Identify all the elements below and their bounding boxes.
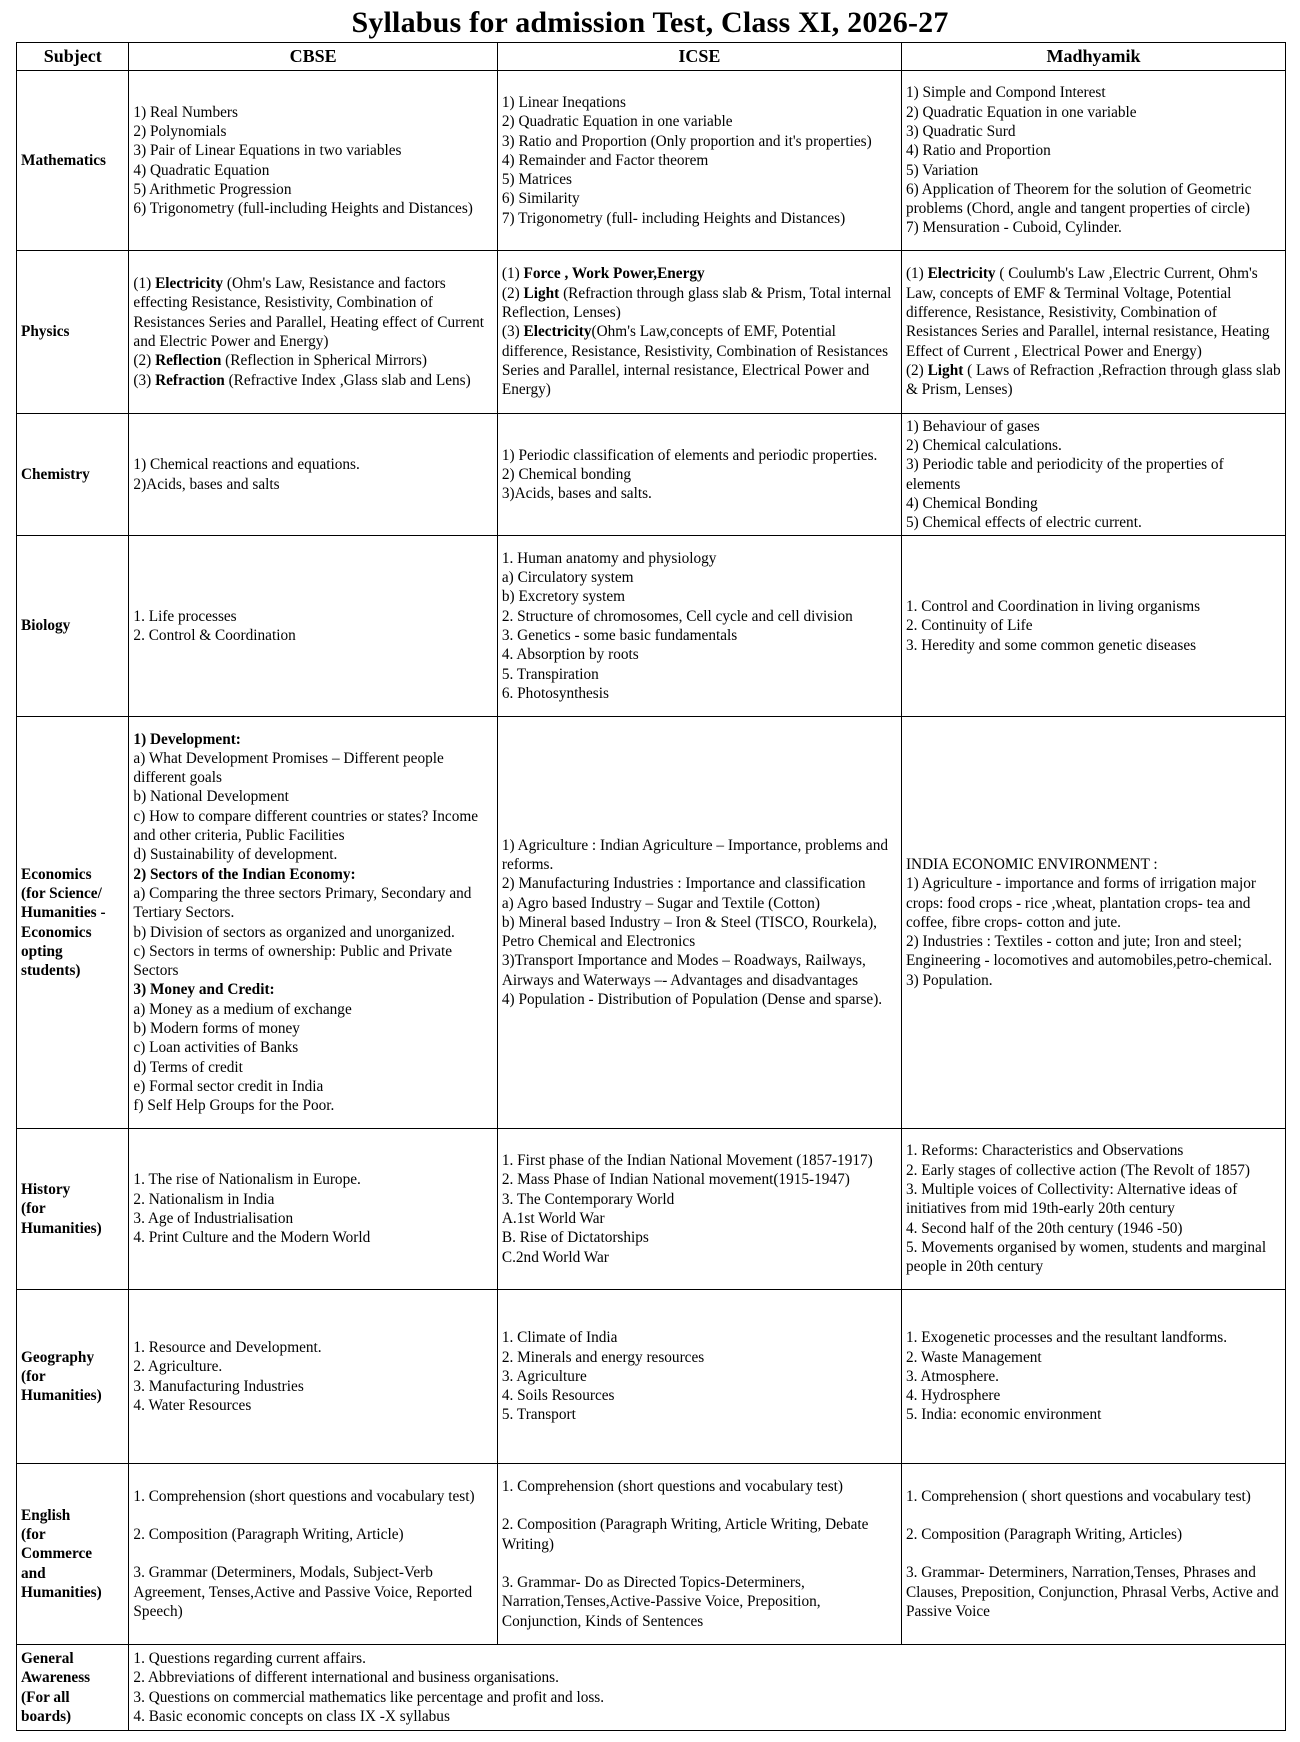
syllabus-item: 3. The Contemporary World	[501, 1190, 675, 1208]
subject-name-line: (for	[21, 1200, 46, 1218]
syllabus-item: 4. Basic economic concepts on class IX -X syllabus	[133, 1707, 450, 1725]
subject-cell	[17, 1464, 129, 1645]
subject-name-line: (for Science/	[21, 884, 102, 902]
topic-details: (Ohm's Law, Resistance and factors effecting Resistance, Resistivity, Combination of Resistances Series and Parallel, Heating effect of Current and Electric Power and Energy)	[133, 275, 484, 350]
syllabus-item: 3. Grammar- Determiners, Narration,Tenses, Phrases and Clauses, Preposition, Conjunction, Phrasal Verbs, Active and Passive Voice	[905, 1564, 1279, 1620]
item-number: (1)	[133, 275, 156, 293]
syllabus-item: 5) Matrices	[501, 171, 572, 189]
syllabus-item: a) Money as a medium of exchange	[133, 1000, 352, 1018]
row-general-awareness	[17, 1645, 1286, 1731]
subject-name-line: Economics	[21, 865, 92, 883]
syllabus-item: 1) Behaviour of gases	[905, 417, 1040, 435]
syllabus-item: 6) Application of Theorem for the solution of Geometric problems (Chord, angle and tangent properties of circle)	[905, 180, 1252, 218]
syllabus-item	[502, 284, 897, 323]
syllabus-item: 4. Absorption by roots	[501, 646, 639, 664]
syllabus-table	[16, 42, 1286, 1731]
syllabus-item: 1. Control and Coordination in living organisms	[905, 598, 1201, 616]
syllabus-item: 3) Ratio and Proportion (Only proportion and it's properties)	[501, 132, 872, 150]
syllabus-section-heading	[133, 980, 492, 999]
madhyamik-cell	[901, 717, 1285, 1129]
topic-details: ( Coulumb's Law ,Electric Current, Ohm's Law, concepts of EMF & Terminal Voltage, Potential difference, Resistance, Resistivity, Combination of Resistances Series and Parallel, internal resistance, Heating Effect of Current , Electrical Power and Energy)	[905, 265, 1270, 360]
syllabus-item: 3) Quadratic Surd	[905, 122, 1016, 140]
syllabus-item: 2) Quadratic Equation in one variable	[905, 103, 1137, 121]
syllabus-item: 1) Linear Ineqations	[501, 93, 626, 111]
syllabus-item: 2) Chemical calculations.	[905, 436, 1062, 454]
cbse-cell	[129, 414, 497, 536]
topic-heading: Force , Work Power,Energy	[523, 265, 705, 283]
syllabus-item: 2. Structure of chromosomes, Cell cycle and cell division	[501, 607, 853, 625]
syllabus-item: 3. Genetics - some basic fundamentals	[501, 627, 738, 644]
subject-name-line: (For all	[21, 1688, 70, 1706]
icse-cell	[497, 414, 901, 536]
syllabus-item: 4. Second half of the 20th century (1946 -50)	[905, 1219, 1183, 1237]
syllabus-item: 1. Reforms: Characteristics and Observations	[905, 1142, 1184, 1160]
subject-cell	[17, 414, 129, 536]
row-chemistry	[17, 414, 1286, 536]
subject-name-line: opting	[21, 942, 63, 960]
syllabus-item: 1) Periodic classification of elements and periodic properties.	[501, 446, 878, 464]
syllabus-item: 5) Arithmetic Progression	[133, 180, 292, 198]
madhyamik-cell	[901, 251, 1285, 414]
syllabus-item	[906, 264, 1281, 360]
topic-heading: Electricity	[927, 265, 996, 283]
row-history	[17, 1129, 1286, 1290]
subject-name-line: Humanities -	[21, 904, 106, 922]
syllabus-item: 2) Quadratic Equation in one variable	[501, 113, 733, 131]
syllabus-item: c) Loan activities of Banks	[133, 1039, 299, 1057]
row-english	[17, 1464, 1286, 1645]
syllabus-item	[906, 361, 1281, 400]
syllabus-item: 6. Photosynthesis	[501, 684, 609, 702]
subject-cell	[17, 1129, 129, 1290]
madhyamik-cell	[901, 536, 1285, 717]
syllabus-item	[502, 264, 897, 283]
subject-name-line: History	[21, 1181, 71, 1199]
subject-name-line: Awareness	[21, 1669, 91, 1687]
subject-name-line: Humanities)	[21, 1387, 102, 1405]
row-economics	[17, 717, 1286, 1129]
syllabus-item: 2. Composition (Paragraph Writing, Articles)	[905, 1526, 1183, 1544]
syllabus-item	[133, 274, 492, 351]
syllabus-item: 3. Questions on commercial mathematics like percentage and profit and loss.	[133, 1688, 605, 1706]
cbse-cell	[129, 1290, 497, 1464]
syllabus-item: 2)Acids, bases and salts	[133, 475, 280, 493]
section-heading-text: 1) Development:	[133, 730, 241, 748]
cbse-cell	[129, 717, 497, 1129]
topic-heading: Light	[523, 284, 560, 302]
syllabus-item: 2. Waste Management	[905, 1348, 1042, 1366]
syllabus-item: 3. Atmosphere.	[905, 1367, 999, 1385]
subject-name-line: Humanities)	[21, 1583, 102, 1601]
syllabus-item: 1. Exogenetic processes and the resultant landforms.	[905, 1329, 1228, 1347]
header-subject: Subject	[17, 43, 129, 71]
syllabus-item: 3)Transport Importance and Modes – Roadways, Railways, Airways and Waterways –- Advantages and disadvantages	[501, 952, 866, 989]
syllabus-item: 1. Questions regarding current affairs.	[133, 1649, 366, 1667]
syllabus-item: 3. Manufacturing Industries	[133, 1377, 304, 1395]
syllabus-item: d) Sustainability of development.	[133, 846, 338, 864]
subject-name-line: (for	[21, 1367, 46, 1385]
syllabus-item: 2) Polynomials	[133, 122, 227, 140]
syllabus-item: b) Division of sectors as organized and unorganized.	[133, 923, 455, 941]
subject-cell	[17, 1645, 129, 1731]
item-number: (2)	[133, 352, 156, 370]
syllabus-item: a) Comparing the three sectors Primary, Secondary and Tertiary Sectors.	[133, 884, 472, 922]
syllabus-item: 2. Composition (Paragraph Writing, Article)	[133, 1526, 404, 1544]
syllabus-item: 1. Comprehension (short questions and vocabulary test)	[501, 1478, 844, 1496]
subject-name-line: and	[21, 1564, 46, 1582]
syllabus-item: 4) Remainder and Factor theorem	[501, 151, 709, 169]
topic-heading: Electricity	[523, 323, 592, 341]
subject-name-line: English	[21, 1506, 71, 1524]
syllabus-item: 3. Grammar- Do as Directed Topics-Determiners, Narration,Tenses,Active-Passive Voice, Preposition, Conjunction, Kinds of Sentences	[501, 1574, 821, 1630]
syllabus-item: 1. Comprehension (short questions and vocabulary test)	[133, 1487, 475, 1505]
syllabus-item: 3) Pair of Linear Equations in two variables	[133, 142, 402, 160]
syllabus-item: 3. Age of Industrialisation	[133, 1210, 294, 1227]
syllabus-item: 1) Agriculture : Indian Agriculture – Importance, problems and reforms.	[501, 836, 889, 873]
madhyamik-cell	[901, 71, 1285, 251]
syllabus-item: 3. Agriculture	[501, 1367, 587, 1385]
syllabus-item: d) Terms of credit	[133, 1058, 243, 1076]
syllabus-item: 1. The rise of Nationalism in Europe.	[133, 1171, 361, 1189]
syllabus-item: 3. Heredity and some common genetic diseases	[905, 636, 1197, 654]
syllabus-item: 1) Agriculture - importance and forms of irrigation major crops: food crops - rice ,wheat, plantation crops- tea and coffee, fibre crops- cotton and jute.	[905, 875, 1256, 931]
syllabus-item: 1. Human anatomy and physiology	[501, 549, 717, 567]
syllabus-item: 1) Real Numbers	[133, 103, 238, 121]
topic-details: (Reflection in Spherical Mirrors)	[221, 352, 427, 370]
subject-name-line: Geography	[21, 1348, 95, 1366]
syllabus-item: 1. Life processes	[133, 607, 237, 625]
subject-name-line: (for	[21, 1526, 46, 1544]
syllabus-item	[502, 322, 897, 399]
syllabus-item: a) Circulatory system	[501, 569, 634, 587]
syllabus-item: 1) Chemical reactions and equations.	[133, 456, 360, 474]
item-number: (2)	[905, 361, 928, 379]
subject-cell	[17, 251, 129, 414]
subject-name-line: Mathematics	[21, 151, 106, 169]
topic-heading: Reflection	[155, 352, 222, 370]
syllabus-item: c) How to compare different countries or states? Income and other criteria, Public Facilities	[133, 807, 479, 845]
syllabus-item: 3) Population.	[905, 971, 993, 989]
syllabus-item: 2. Nationalism in India	[133, 1190, 275, 1208]
syllabus-item: a) What Development Promises – Different people different goals	[133, 749, 444, 787]
topic-heading: Refraction	[155, 371, 225, 389]
header-cbse: CBSE	[129, 43, 497, 71]
syllabus-item: 6) Similarity	[501, 190, 580, 208]
syllabus-item: 2. Minerals and energy resources	[501, 1348, 705, 1366]
syllabus-item: 2) Manufacturing Industries : Importance and classification	[501, 875, 866, 893]
subject-name-line: Chemistry	[21, 465, 90, 483]
syllabus-item: 5) Variation	[905, 161, 979, 179]
row-physics	[17, 251, 1286, 414]
syllabus-item: 3) Periodic table and periodicity of the properties of elements	[905, 456, 1224, 493]
syllabus-section-heading	[133, 865, 492, 884]
icse-cell	[497, 536, 901, 717]
header-row	[17, 43, 1286, 71]
syllabus-item: 2. Composition (Paragraph Writing, Article Writing, Debate Writing)	[501, 1516, 869, 1553]
row-biology	[17, 536, 1286, 717]
row-geography	[17, 1290, 1286, 1464]
syllabus-item: 4) Ratio and Proportion	[905, 142, 1051, 160]
syllabus-item: 3. Grammar (Determiners, Modals, Subject-Verb Agreement, Tenses,Active and Passive Voice, Reported Speech)	[133, 1564, 473, 1620]
header-icse: ICSE	[497, 43, 901, 71]
syllabus-item: 5. Transport	[501, 1406, 576, 1424]
subject-name-line: boards)	[21, 1707, 72, 1725]
syllabus-item: 2. Abbreviations of different international and business organisations.	[133, 1669, 559, 1687]
subject-name-line: Physics	[21, 323, 70, 341]
subject-name-line: Economics	[21, 923, 92, 941]
cbse-cell	[129, 71, 497, 251]
topic-heading: Light	[927, 361, 964, 379]
subject-cell	[17, 717, 129, 1129]
cbse-cell	[129, 1129, 497, 1290]
syllabus-item: 1. First phase of the Indian National Movement (1857-1917)	[501, 1152, 873, 1170]
subject-name-line: students)	[21, 962, 81, 980]
syllabus-item: 1. Resource and Development.	[133, 1338, 322, 1356]
syllabus-item: 2) Industries : Textiles - cotton and jute; Iron and steel; Engineering - locomotives and automobiles,petro-chemical.	[905, 933, 1273, 970]
section-heading-text: 2) Sectors of the Indian Economy:	[133, 865, 356, 883]
syllabus-item: 1) Simple and Compond Interest	[905, 84, 1106, 102]
icse-cell	[497, 251, 901, 414]
item-number: (1)	[905, 265, 928, 283]
syllabus-item: 2. Continuity of Life	[905, 617, 1033, 635]
syllabus-item: a) Agro based Industry – Sugar and Textile (Cotton)	[501, 894, 820, 912]
syllabus-item: 2. Early stages of collective action (The Revolt of 1857)	[905, 1161, 1251, 1179]
syllabus-item: 3. Multiple voices of Collectivity: Alternative ideas of initiatives from mid 19th-early 20th century	[905, 1181, 1238, 1218]
syllabus-item	[133, 351, 492, 370]
syllabus-item: 7) Trigonometry (full- including Heights and Distances)	[501, 209, 846, 227]
all-boards-cell	[129, 1645, 1286, 1731]
syllabus-item: 2) Chemical bonding	[501, 465, 632, 483]
syllabus-item: 5) Chemical effects of electric current.	[905, 514, 1142, 532]
syllabus-item: 4. Water Resources	[133, 1396, 252, 1414]
row-mathematics	[17, 71, 1286, 251]
madhyamik-cell	[901, 414, 1285, 536]
icse-cell	[497, 71, 901, 251]
topic-details: ( Laws of Refraction ,Refraction through glass slab & Prism, Lenses)	[905, 361, 1281, 399]
topic-details: (Ohm's Law,concepts of EMF, Potential difference, Resistance, Resistivity, Combination of Resistances Series and Parallel, internal resistance, Electrical Power and Energy)	[501, 323, 889, 399]
syllabus-item: 5. Movements organised by women, students and marginal people in 20th century	[905, 1238, 1267, 1276]
syllabus-item: 4. Soils Resources	[501, 1387, 615, 1405]
subject-name-line: Commerce	[21, 1545, 93, 1563]
header-madhyamik: Madhyamik	[901, 43, 1285, 71]
subject-name-line: General	[21, 1649, 74, 1667]
syllabus-item: b) National Development	[133, 788, 289, 806]
icse-cell	[497, 717, 901, 1129]
syllabus-item: 2. Mass Phase of Indian National movement(1915-1947)	[501, 1171, 850, 1189]
subject-cell	[17, 536, 129, 717]
syllabus-item: 4. Print Culture and the Modern World	[133, 1229, 371, 1247]
cbse-cell	[129, 1464, 497, 1645]
syllabus-item: 4) Population - Distribution of Population (Dense and sparse).	[501, 991, 883, 1009]
syllabus-item: 2. Agriculture.	[133, 1358, 223, 1376]
section-heading-text: 3) Money and Credit:	[133, 981, 275, 999]
syllabus-item: b) Mineral based Industry – Iron & Steel (TISCO, Rourkela), Petro Chemical and Electronics	[501, 913, 877, 951]
madhyamik-cell	[901, 1290, 1285, 1464]
syllabus-item: 4. Hydrosphere	[905, 1387, 1001, 1405]
syllabus-item: 4) Chemical Bonding	[905, 494, 1038, 512]
page-title: Syllabus for admission Test, Class XI, 2026-27	[351, 6, 949, 39]
syllabus-item: 2. Control & Coordination	[133, 627, 296, 644]
subject-cell	[17, 1290, 129, 1464]
cbse-cell	[129, 536, 497, 717]
syllabus-item: 1. Climate of India	[501, 1329, 618, 1347]
topic-details: (Refractive Index ,Glass slab and Lens)	[224, 371, 471, 389]
syllabus-item: A.1st World War	[501, 1210, 605, 1227]
syllabus-item: c) Sectors in terms of ownership: Public and Private Sectors	[133, 942, 453, 980]
item-number: (1)	[501, 265, 524, 283]
syllabus-item	[133, 371, 492, 390]
syllabus-item: INDIA ECONOMIC ENVIRONMENT :	[905, 855, 1158, 873]
subject-cell	[17, 71, 129, 251]
syllabus-item: 5. India: economic environment	[905, 1406, 1102, 1424]
topic-details: (Refraction through glass slab & Prism, Total internal Reflection, Lenses)	[501, 284, 892, 322]
syllabus-item: b) Excretory system	[501, 588, 626, 606]
syllabus-item: e) Formal sector credit in India	[133, 1077, 324, 1095]
syllabus-item: 7) Mensuration - Cuboid, Cylinder.	[905, 219, 1122, 237]
syllabus-item: B. Rise of Dictatorships	[501, 1229, 649, 1247]
item-number: (2)	[501, 284, 524, 302]
syllabus-item: C.2nd World War	[501, 1248, 609, 1266]
cbse-cell	[129, 251, 497, 414]
subject-name-line: Biology	[21, 617, 71, 635]
subject-name-line: Humanities)	[21, 1219, 102, 1237]
icse-cell	[497, 1464, 901, 1645]
syllabus-item: f) Self Help Groups for the Poor.	[133, 1097, 335, 1115]
syllabus-item: 6) Trigonometry (full-including Heights and Distances)	[133, 200, 473, 218]
icse-cell	[497, 1129, 901, 1290]
syllabus-item: 1. Comprehension ( short questions and vocabulary test)	[905, 1487, 1251, 1505]
madhyamik-cell	[901, 1464, 1285, 1645]
syllabus-item: 3)Acids, bases and salts.	[501, 485, 652, 503]
syllabus-item: 4) Quadratic Equation	[133, 161, 270, 179]
syllabus-item: b) Modern forms of money	[133, 1019, 300, 1037]
syllabus-item: 5. Transpiration	[501, 665, 599, 683]
item-number: (3)	[501, 323, 524, 341]
item-number: (3)	[133, 371, 156, 389]
icse-cell	[497, 1290, 901, 1464]
madhyamik-cell	[901, 1129, 1285, 1290]
syllabus-section-heading	[133, 730, 492, 749]
topic-heading: Electricity	[155, 275, 224, 293]
